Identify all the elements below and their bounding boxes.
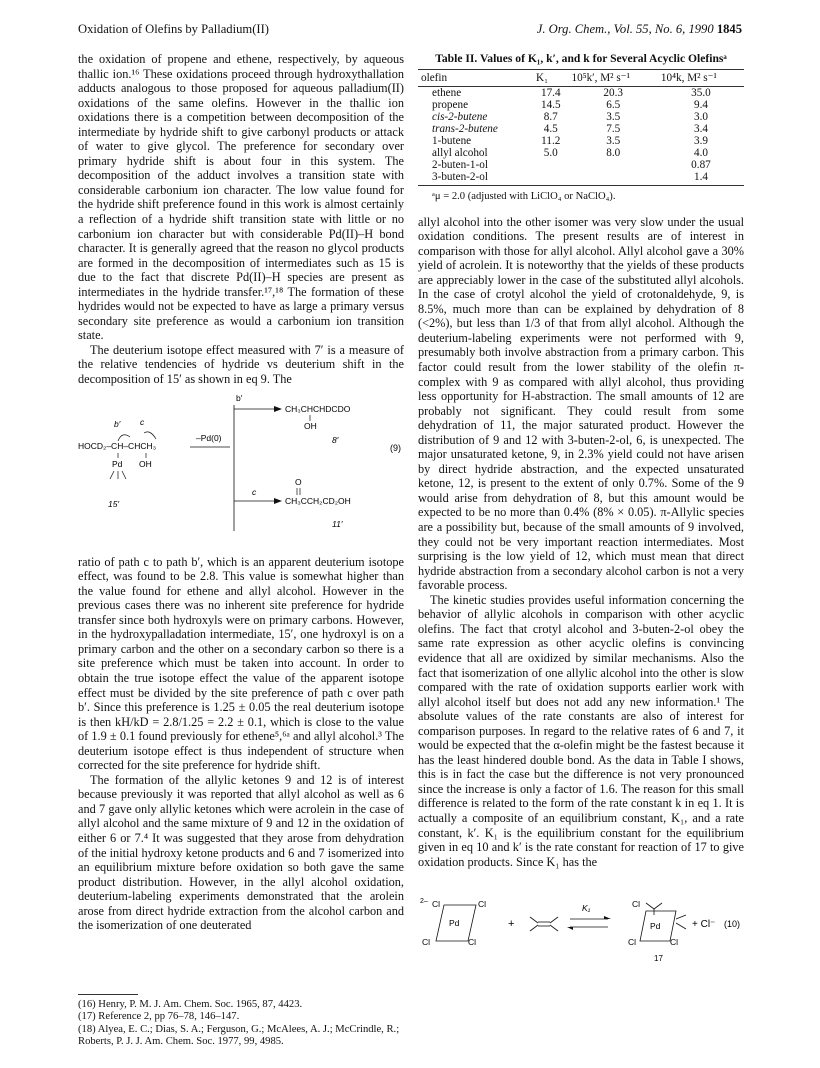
journal-citation: J. Org. Chem., Vol. 55, No. 6, 1990 <box>536 22 714 36</box>
paragraph: The deuterium isotope effect measured with 7′ is a measure of the relative tendencies of hydride vs deuterium shift in the decomposition of 15′ as shown in eq 9. The <box>78 342 404 387</box>
arrow-label: –Pd(0) <box>196 432 222 443</box>
cell: 3.0 <box>693 111 708 123</box>
cell: 4.0 <box>693 147 708 159</box>
footnote-18: (18) Alyea, E. C.; Dias, S. A.; Ferguson, G.; McAlees, A. J.; McCrindle, R.; Roberts, P. J. J. Am. Chem. Soc. 1977, 99, 4985. <box>78 1023 400 1047</box>
cell <box>569 171 658 186</box>
cell: 8.7 <box>543 111 558 123</box>
table-row <box>418 123 744 135</box>
left-column <box>78 52 404 933</box>
paragraph: The formation of the allylic ketones 9 and 12 is of interest because previously it was reported that allyl alcohol as well as 6 and 7 gave only allylic ketones which were acrolein in the case of allyl alcohol and the same mixture of 9 and 12 in the oxidation of either 6 or 7.⁴ It was suggested that they arose from dehydration of the initial hydroxy ketone products and 6 and 7 isomerized into an equilibrium mixture before oxidation so both gave the same product distribution. However, in the allyl alcohol oxidation, deuterium-labeling experiments demonstrated that the arolein arose from direct hydride extraction from the alcohol carbon and the isomerization of one deuterated <box>78 772 404 933</box>
col-header-olefin: olefin <box>418 70 533 87</box>
cell: 1-butene <box>432 135 472 147</box>
cell: trans-2-butene <box>432 123 498 135</box>
pd-label: Pd <box>112 458 123 469</box>
running-header <box>78 22 742 42</box>
header-journal <box>537 22 742 37</box>
equation-10 <box>418 895 744 965</box>
cell: allyl alcohol <box>432 147 488 159</box>
path-c-marker: c <box>140 416 145 427</box>
footnote-17: (17) Reference 2, pp 76–78, 146–147. <box>78 1011 240 1023</box>
cl-label: Cl <box>632 899 641 910</box>
col-header-k1: K₁ <box>533 70 568 87</box>
cell: 17.4 <box>540 87 561 99</box>
cl-label: Cl <box>468 937 477 948</box>
footnotes <box>78 994 404 1048</box>
cell: 4.5 <box>543 123 558 135</box>
table-caption: Table II. Values of K₁, k′, and k for Several Acyclic Olefinsᵃ <box>435 52 727 65</box>
equation-9-scheme <box>78 395 404 545</box>
table-footnote: ᵃμ = 2.0 (adjusted with LiClO₄ or NaClO₄). <box>432 191 616 202</box>
cl-label: Cl <box>628 937 637 948</box>
footnote-16: (16) Henry, P. M. J. Am. Chem. Soc. 1965, 87, 4423. <box>78 999 303 1010</box>
cl-label: Cl <box>478 899 487 910</box>
table-row <box>418 159 744 171</box>
cell: cis-2-butene <box>432 111 488 123</box>
cell: 0.87 <box>691 159 711 171</box>
table-row <box>418 171 744 186</box>
k1-label: K₁ <box>582 903 591 914</box>
cell <box>533 171 568 186</box>
paragraph: The kinetic studies provides useful information concerning the behavior of allylic alcohols in comparison with other acyclic olefins. The fact that crotyl alcohol and 3-buten-2-ol obey the same rate expression as other acyclic olefins is convincing evidence that all are oxidized by similar mechanisms. Also the fact that isomerization of one allylic alcohol into the other is slow compared with the rate of oxidation supports earlier work with allyl alcohol itself but does not add any new information.¹ The absolute values of the rate constants are also of interest for comparison purposes. In regard to the relative rates of 6 and 7, it would be expected that the α-olefin might be the fastest because it has the least hindered double bond. As the data in Table I shows, this is in fact the case but the difference is not very pronounced since the increase is only a factor of 1.6. The reason for this small difference is related to the form of the rate constant k in eq 1. It is actually a composite of an equilibrium constant, K₁, and a rate constant, k′. K₁ is the equilibrium constant for the equilibrium given in eq 10 and k′ is the rate constant for reaction of 17 to give oxidation products. Since K₁ has the <box>418 592 744 869</box>
pd-center: Pd <box>449 918 460 929</box>
paragraph: allyl alcohol into the other isomer was very slow under the usual oxidation conditions. The present results are of interest in comparison with those for allyl alcohol. Allyl alcohol gave a 30% yield of acrolein. It is noteworthy that the yields of these products are appreciably lower in the case of the substituted allyl alcohols. In the case of crotyl alcohol the yield of crotonaldehyde, 9, is 8.5%, much more than can be explained by dehydration of 8 (<2%), but less than 1/3 of that from allyl alcohol. Although the deuterium-labeling experiments were not performed with 9, presumably both involve abstraction from a primary carbon. This factor could result from the lower stability of the olefin π-complex with 9 as compared with allyl alcohol, thus providing less opportunity for H-abstraction. The small amounts of 12 are probably not significant. They could result from some dehydration of 11, the major saturated product. However the distribution of 9 and 12 with 3-buten-2-ol, 6, is unexpected. The major unsaturated ketone, 9, in 2.3% yield could not have arisen by direct hydride abstraction, and the expected unsaturated ketone, 12, is present to the extent of only 0.7%. Some of the 9 would arise from dehydration of 8, but this amount would be expected to be no more than 0.4% (8% × 0.05). π-Allylic species are a possibility but, because of the small amounts of 9 involved, they could not be very important reaction intermediates. Most surprising is the low yield of 12, which must mean that direct hydride abstraction from a secondary alcohol carbon is not a very favorable process. <box>418 214 744 593</box>
cell: 2-buten-1-ol <box>432 159 488 171</box>
cell: 5.0 <box>543 147 558 159</box>
paragraph: the oxidation of propene and ethene, respectively, by aqueous thallic ion.¹⁶ These oxidations proceed through hydroxythallation adducts analogous to those proposed for aqueous palladium(II) oxidations of the same olefins. However in the thallic ion oxidations there is a competition between decomposition of the intermediate by hydride shift to give carbonyl products or attack of water to give glycol. The preference for secondary over primary hydride shift is about four in this system. The decomposition of the adduct involves a transition state with considerable carbonium ion character. The low value found for the hydride shift preference found in this work is almost certainly a reflection of a hydride shift transition state with little or no carbonium ion character but with considerable Pd(II)–H bond character. It is generally agreed that the reason no glycol products are formed in the decomposition of intermediates such as 15 is due to the fact that discrete Pd(II)–H species are present as intermediates in the hydride transfer.¹⁷,¹⁸ The formation of these hydrides would not be expected to have as large a primary versus secondary site preference as would a carbonium ion transition state. <box>78 52 404 343</box>
cl-label: Cl <box>422 937 431 948</box>
col-header-kprime: 10⁵k′, M² s⁻¹ <box>569 70 658 87</box>
cell: 3.9 <box>693 135 708 147</box>
cell: 7.5 <box>606 123 621 135</box>
cell: 3.4 <box>693 123 708 135</box>
product-c: CH₃CCH₂CD₂OH <box>285 495 351 506</box>
reactant-label: 15′ <box>108 498 120 509</box>
cl-label: Cl <box>432 899 441 910</box>
product-b-label: 8′ <box>332 434 339 445</box>
path-b-label: b′ <box>236 394 243 403</box>
product-b: CH₃CHCHDCDO <box>285 403 351 414</box>
pd-center: Pd <box>650 921 661 932</box>
cell: 9.4 <box>693 99 708 111</box>
table-row <box>418 111 744 123</box>
equation-number: (10) <box>724 919 741 930</box>
table-row <box>418 99 744 111</box>
table-row <box>418 135 744 147</box>
right-column <box>418 52 744 965</box>
table-row <box>418 147 744 159</box>
equation-number: (9) <box>390 442 401 453</box>
cell: 6.5 <box>606 99 621 111</box>
plus-chloride: + Cl⁻ <box>692 919 716 931</box>
product-b-oh: OH <box>304 420 317 431</box>
product-c-label: 11′ <box>332 518 343 529</box>
plus-sign: + <box>508 918 515 931</box>
table-row <box>418 87 744 100</box>
product-c-o: O <box>295 476 302 487</box>
cell: 3-buten-2-ol <box>418 171 533 186</box>
cell <box>533 159 568 171</box>
cell: 8.0 <box>606 147 621 159</box>
cell: 20.3 <box>603 87 623 99</box>
col-header-k: 10⁴k, M² s⁻¹ <box>658 70 744 87</box>
cell: 1.4 <box>658 171 744 186</box>
cell: propene <box>432 99 469 111</box>
complex-label: 17 <box>654 954 663 964</box>
cell: 11.2 <box>541 135 561 147</box>
cell <box>569 159 658 171</box>
cl-label: Cl <box>670 937 679 948</box>
paragraph: ratio of path c to path b′, which is an apparent deuterium isotope effect, was found to be 2.8. This value is somewhat higher than the value found for ethene and allyl alcohol. However in the previous cases there was no inherent site preference for hydride transfer since both hydroxyls were on primary carbons. However, in the hydroxypalladation intermediate, 15′, one hydroxyl is on a primary carbon and the other on a secondary carbon so there is a site preference which must be taken into account. In order to obtain the true isotope effect the value of the apparent isotope effect must be divided by the site preference of path c over path b′. Since this preference is 1.25 ± 0.05 the real deuterium isotope is then kH/kD = 2.8/1.25 = 2.2 ± 0.1, which is close to the value of 1.9 ± 0.1 found previously for ethene⁵,⁶ᵃ and allyl alcohol.³ The deuterium isotope effect is thus independent of structure when corrected for the site preference for hydride shift. <box>78 554 404 773</box>
page-number: 1845 <box>716 22 742 36</box>
path-b-marker: b′ <box>114 418 121 429</box>
cell: 35.0 <box>691 87 711 99</box>
table-2 <box>418 69 744 186</box>
cell: 3.5 <box>606 111 621 123</box>
table-header-row <box>418 70 744 87</box>
reactant: HOCD₂–CH–CHCH₃ <box>78 440 157 451</box>
cell: 3.5 <box>606 135 621 147</box>
header-title: Oxidation of Olefins by Palladium(II) <box>78 22 269 36</box>
charge-label: 2– <box>420 898 428 906</box>
cell: 14.5 <box>540 99 561 111</box>
cell: ethene <box>432 87 462 99</box>
oh-label: OH <box>139 458 152 469</box>
path-c-label: c <box>252 486 257 497</box>
footnote-rule <box>78 994 138 995</box>
